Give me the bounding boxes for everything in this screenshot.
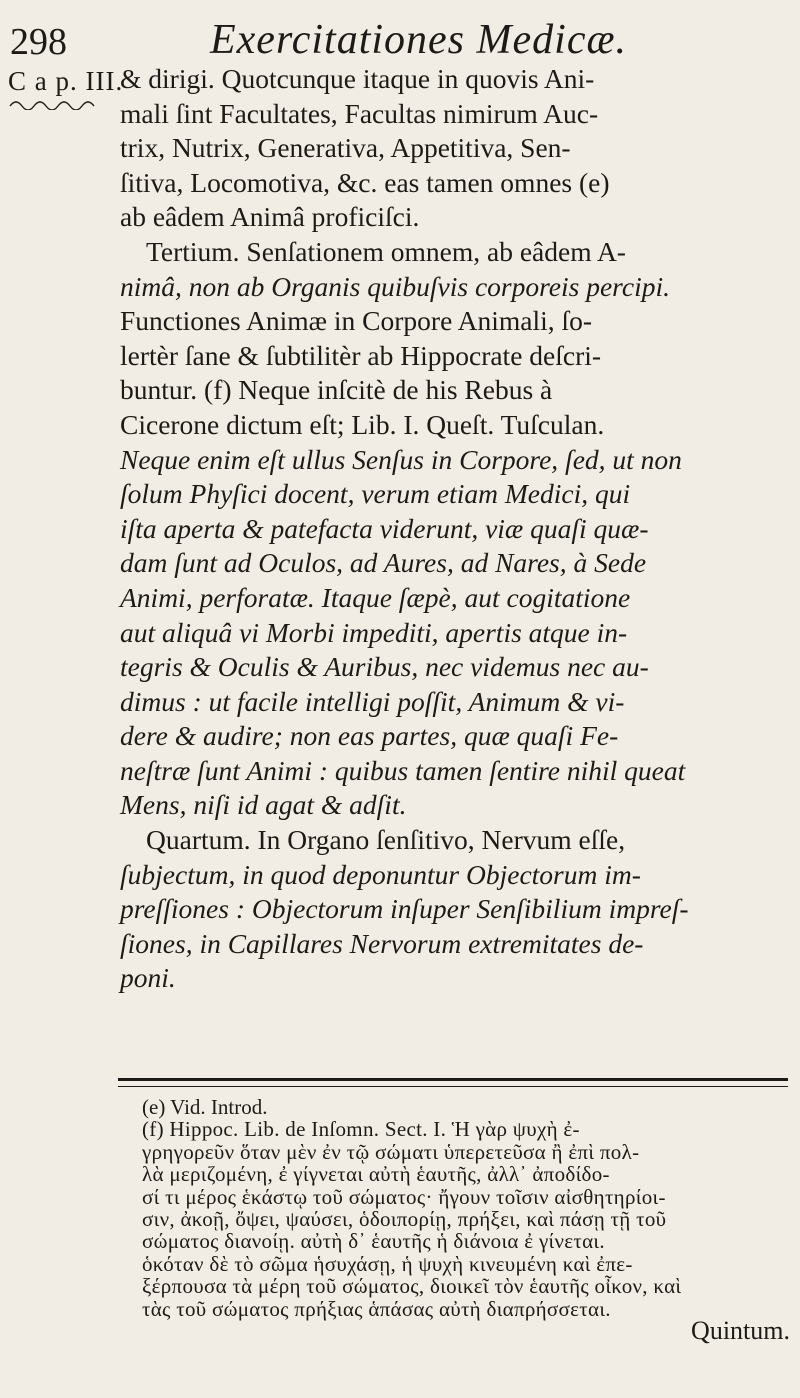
text-line: Functiones Animæ in Corpore Animali, ſo- [120, 305, 593, 337]
text-line: ſubjectum, in quod deponuntur Objectorum im- [120, 858, 641, 890]
text-line: ſiones, in Capillares Nervorum extremitates de- [120, 927, 644, 959]
text-line: Neque enim eſt ullus Senſus in Corpore, ſed, ut non [120, 443, 682, 475]
text-line: buntur. (f) Neque inſcitè de his Rebus à [120, 374, 553, 406]
text-line: neſtræ ſunt Animi : quibus tamen ſentire nihil queat [120, 754, 686, 786]
text-line: & dirigi. Quotcunque itaque in quovis Ani- [120, 63, 595, 94]
text-line: dimus : ut facile intelligi poſſit, Animum & vi- [120, 685, 625, 717]
text-line: trix, Nutrix, Generativa, Appetitiva, Sen- [120, 132, 571, 164]
catchword: Quintum. [691, 1316, 790, 1346]
text-line: mali ſint Facultates, Facultas nimirum Auc- [120, 97, 599, 129]
footnote-line: τὰς τοῦ σώματος πρήξιας ἁπάσας αὐτὴ διαπρήσσεται. [142, 1296, 611, 1321]
footnote-separator [118, 1078, 788, 1087]
text-line: aut aliquâ vi Morbi impediti, apertis atque in- [120, 616, 628, 648]
footnote-line: γρηγορεῦν ὅταν μὲν ἐν τῷ σώματι ὑπερετεῦσα ἢ ἐπὶ πολ- [142, 1139, 640, 1164]
page-header [0, 14, 800, 64]
footnote-line: σιν, ἀκοῇ, ὄψει, ψαύσει, ὁδοιπορίῃ, πρήξει, καὶ πάσῃ τῇ τοῦ [142, 1207, 667, 1232]
footnote-line: ὁκόταν δὲ τὸ σῶμα ἡσυχάσῃ, ἡ ψυχὴ κινευμένη καὶ ἐπε- [142, 1251, 633, 1276]
chapter-marker: C a p. III. [8, 66, 124, 96]
footnote-line: σί τι μέρος ἑκάστῳ τοῦ σώματος· ἤγουν τοῖσιν αἰσθητηρίοι- [142, 1184, 666, 1209]
running-title: Exercitationes Medicæ. [210, 17, 627, 63]
text-line: Animi, perforatæ. Itaque ſæpè, aut cogitatione [120, 581, 631, 613]
text-line: dam ſunt ad Oculos, ad Aures, ad Nares, à Sede [120, 547, 647, 579]
text-line: nimâ, non ab Organis quibuſvis corporeis percipi. [120, 270, 670, 302]
main-text [120, 62, 780, 996]
footnote-line: ξέρπουσα τὰ μέρη τοῦ σώματος, διοικεῖ τὸν ἑαυτῆς οἶκον, καὶ [142, 1274, 682, 1299]
flourish-ornament-icon [8, 98, 100, 110]
text-line: tegris & Oculis & Auribus, nec videmus nec au- [120, 651, 649, 683]
footnote-line: λὰ μεριζομένη, ἐ γίγνεται αὐτὴ ἑαυτῆς, ἀλλ᾽ ἀποδίδο- [142, 1162, 610, 1187]
text-line: ſitiva, Locomotiva, &c. eas tamen omnes (e) [120, 166, 610, 198]
text-line: iſta aperta & patefacta viderunt, viæ quaſi quæ- [120, 512, 649, 544]
text-line: Quartum. In Organo ſenſitivo, Nervum eſſe, [146, 824, 626, 856]
text-line: ſolum Phyſici docent, verum etiam Medici, qui [120, 478, 631, 510]
text-line: preſſiones : Objectorum inſuper Senſibilium impreſ- [120, 893, 689, 925]
footnotes [142, 1095, 792, 1346]
text-line: poni. [120, 962, 176, 994]
text-line: ab eâdem Animâ proficiſci. [120, 201, 420, 233]
footnote-line: σώματος διανοίῃ. αὐτὴ δ᾽ ἑαυτῆς ἡ διάνοια ἐ γίνεται. [142, 1229, 605, 1254]
text-line: Mens, niſi id agat & adſit. [120, 789, 407, 821]
footnote-line: (e) Vid. Introd. [142, 1095, 268, 1119]
text-line: dere & audire; non eas partes, quæ quaſi Fe- [120, 720, 619, 752]
text-line: Cicerone dictum eſt; Lib. I. Queſt. Tuſculan. [120, 408, 605, 440]
text-line: Tertium. Senſationem omnem, ab eâdem A- [146, 235, 626, 267]
text-line: lertèr ſane & ſubtilitèr ab Hippocrate deſcri- [120, 339, 602, 371]
footnote-line: (f) Hippoc. Lib. de Inſomn. Sect. I. Ἡ γὰρ ψυχὴ ἐ- [142, 1117, 580, 1142]
page-number: 298 [10, 21, 67, 63]
